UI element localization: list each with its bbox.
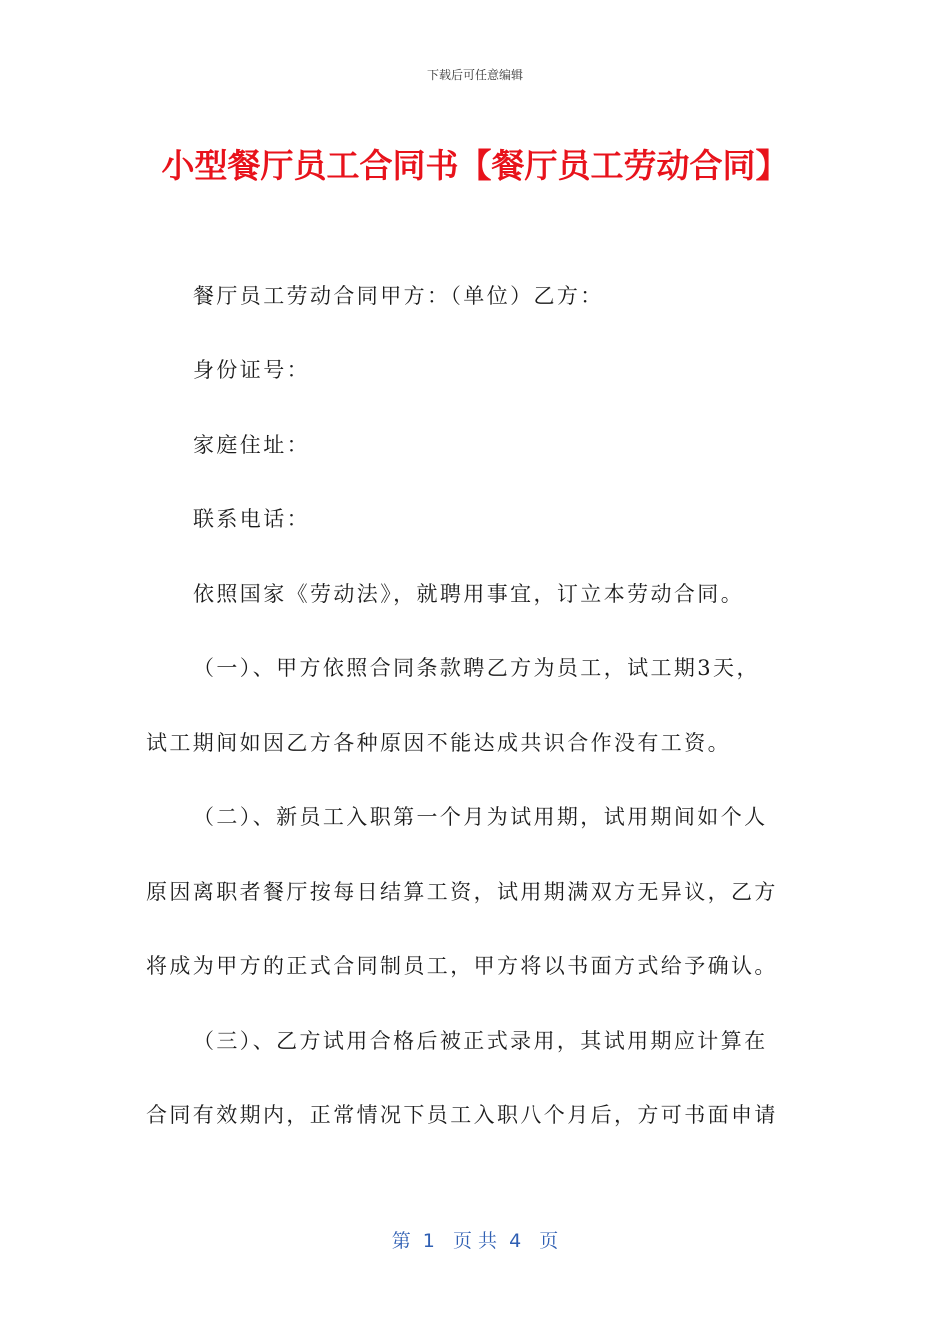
home-address-line: 家庭住址： bbox=[193, 433, 310, 457]
clause-1-line-2: 试工期间如因乙方各种原因不能达成共识合作没有工资。 bbox=[146, 731, 731, 755]
header-note: 下载后可任意编辑 bbox=[426, 68, 523, 82]
party-line: 餐厅员工劳动合同甲方：（单位）乙方： bbox=[193, 284, 604, 308]
id-number-line: 身份证号： bbox=[193, 358, 310, 382]
clause-2-line-2: 原因离职者餐厅按每日结算工资，试用期满双方无异议，乙方 bbox=[146, 880, 778, 904]
page-number-footer: 第 1 页 共 4 页 bbox=[391, 1230, 559, 1252]
clause-3-line-2: 合同有效期内，正常情况下员工入职八个月后，方可书面申请 bbox=[146, 1103, 778, 1127]
clause-2-line-3: 将成为甲方的正式合同制员工，甲方将以书面方式给予确认。 bbox=[146, 954, 778, 978]
clause-1-line-1: （一）、甲方依照合同条款聘乙方为员工，试工期3天， bbox=[193, 656, 760, 680]
phone-line: 联系电话： bbox=[193, 507, 310, 531]
clause-2-line-1: （二）、新员工入职第一个月为试用期，试用期间如个人 bbox=[193, 805, 768, 829]
clause-3-line-1: （三）、乙方试用合格后被正式录用，其试用期应计算在 bbox=[193, 1029, 768, 1053]
intro-paragraph: 依照国家《劳动法》，就聘用事宜，订立本劳动合同。 bbox=[193, 582, 745, 606]
document-title: 小型餐厅员工合同书【餐厅员工劳动合同】 bbox=[161, 146, 789, 185]
